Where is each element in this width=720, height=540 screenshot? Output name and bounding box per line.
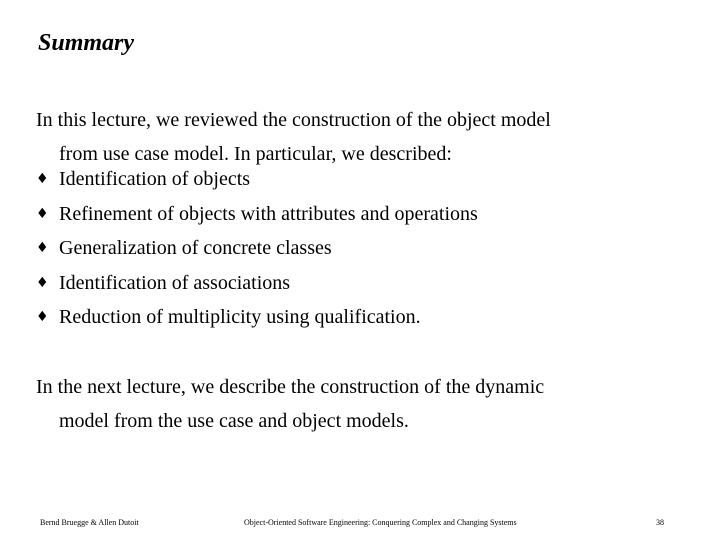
intro-line-1: In this lecture, we reviewed the construction of the object model — [36, 109, 551, 131]
footer-book-title: Object-Oriented Software Engineering: Conquering Complex and Changing Systems — [244, 518, 517, 527]
bullet-item — [36, 162, 696, 197]
bullet-text: Identification of objects — [59, 168, 251, 190]
bullet-text: Reduction of multiplicity using qualification. — [59, 306, 421, 328]
bullet-list — [36, 162, 696, 335]
slide-title: Summary — [38, 30, 135, 56]
intro-paragraph — [36, 103, 696, 171]
footer-authors: Bernd Bruegge & Allen Dutoit — [40, 518, 139, 527]
footer-page-number: 38 — [656, 518, 664, 527]
intro-line-2: from use case model. In particular, we described: — [59, 143, 452, 165]
diamond-bullet-icon: ♦ — [36, 274, 49, 291]
diamond-bullet-icon: ♦ — [36, 240, 49, 256]
bullet-item — [36, 231, 696, 266]
bullet-text: Generalization of concrete classes — [59, 237, 332, 259]
bullet-text: Identification of associations — [59, 271, 291, 294]
outro-line-1: In the next lecture, we describe the construction of the dynamic — [36, 376, 545, 398]
bullet-item — [36, 300, 696, 335]
outro-line-2: model from the use case and object models. — [59, 410, 409, 432]
diamond-bullet-icon: ♦ — [36, 205, 49, 222]
diamond-bullet-icon: ♦ — [36, 309, 49, 325]
outro-paragraph — [36, 370, 696, 438]
bullet-text: Refinement of objects with attributes and operations — [59, 202, 478, 225]
bullet-item — [36, 266, 696, 301]
bullet-item — [36, 197, 696, 232]
diamond-bullet-icon: ♦ — [36, 171, 49, 187]
